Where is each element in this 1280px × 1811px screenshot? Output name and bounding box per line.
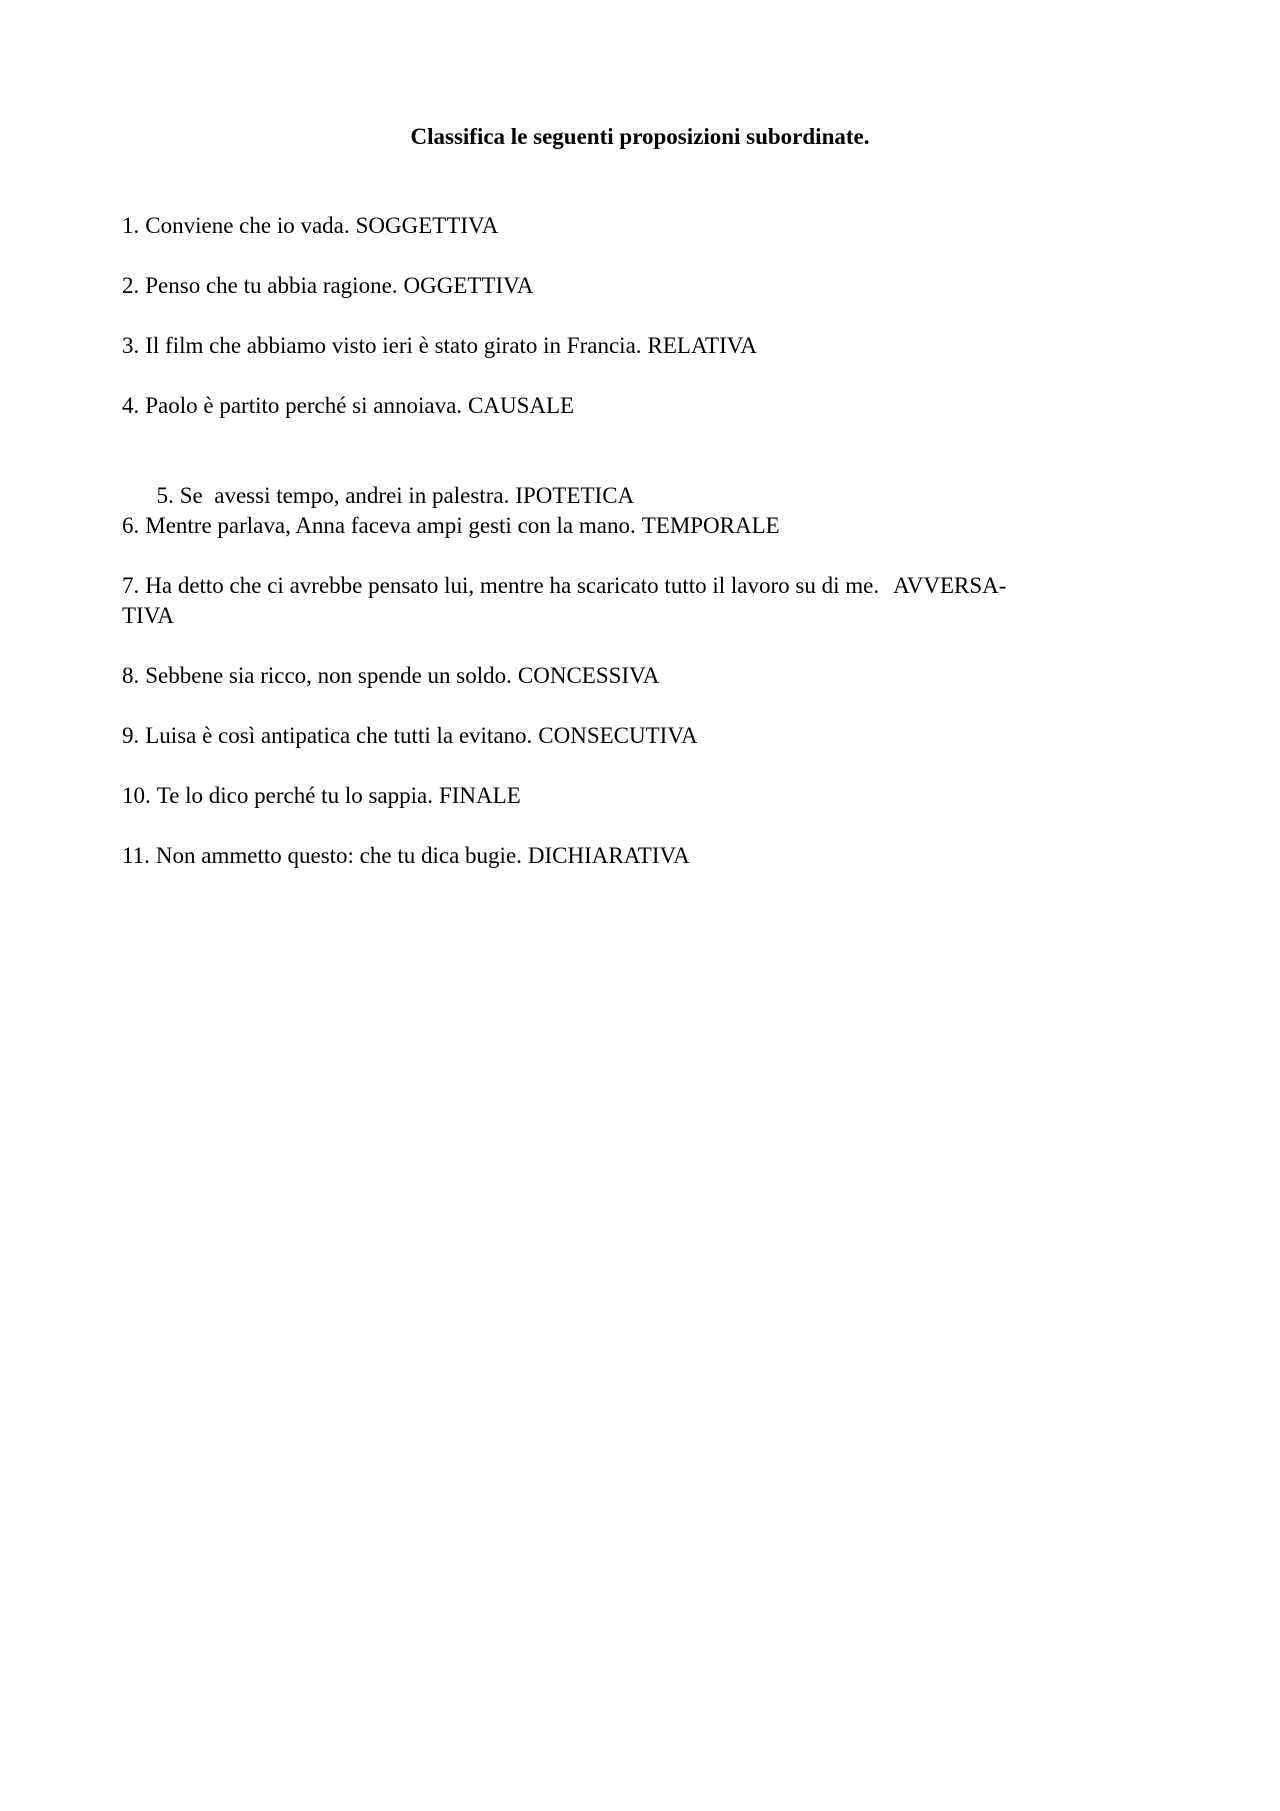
item-answer: CONCESSIVA [517,663,660,688]
list-item [122,511,1132,541]
list-item [122,571,1132,631]
list-item [122,841,1132,871]
item-sentence: Ha detto che ci avrebbe pensato lui, mentre ha scaricato tutto il lavoro su di me. [145,573,880,598]
item-sentence: Paolo è partito perché si annoiava. [145,393,463,418]
item-answer: TEMPORALE [641,513,780,538]
item-number: 3. [122,333,140,358]
list-item [122,271,1132,301]
item-sentence: Luisa è così antipatica che tutti la evitano. [145,723,533,748]
item-answer: OGGETTIVA [403,273,534,298]
item-sentence: Se avessi tempo, andrei in palestra. [179,483,510,508]
list-item [122,781,1132,811]
item-number: 9. [122,723,140,748]
item-number: 5. [156,483,174,508]
item-sentence: Conviene che io vada. [145,213,350,238]
item-sentence: Non ammetto questo: che tu dica bugie. [155,843,522,868]
item-answer: CONSECUTIVA [538,723,698,748]
list-item [122,391,1132,421]
item-answer: AVVERSA- [893,573,1007,598]
list-item [122,721,1132,751]
item-sentence: Penso che tu abbia ragione. [145,273,398,298]
item-answer: FINALE [438,783,521,808]
item-number: 10. [122,783,151,808]
page-title: Classifica le seguenti proposizioni subordinate. [410,124,870,149]
item-answer: DICHIARATIVA [527,843,690,868]
item-number: 4. [122,393,140,418]
list-item [122,331,1132,361]
item-sentence: Sebbene sia ricco, non spende un soldo. [145,663,512,688]
item-answer: SOGGETTIVA [355,213,499,238]
item-answer: IPOTETICA [515,483,635,508]
item-number: 7. [122,573,140,598]
item-number: 2. [122,273,140,298]
item-number: 1. [122,213,140,238]
item-number: 11. [122,843,150,868]
list-item [122,661,1132,691]
item-answer: CAUSALE [468,393,575,418]
item-answer-continued: TIVA [122,603,174,628]
item-number: 8. [122,663,140,688]
item-number: 6. [122,513,140,538]
list-item [122,211,1132,241]
item-sentence: Il film che abbiamo visto ieri è stato girato in Francia. [145,333,642,358]
item-answer: RELATIVA [647,333,757,358]
item-sentence: Mentre parlava, Anna faceva ampi gesti con la mano. [145,513,636,538]
item-sentence: Te lo dico perché tu lo sappia. [156,783,433,808]
